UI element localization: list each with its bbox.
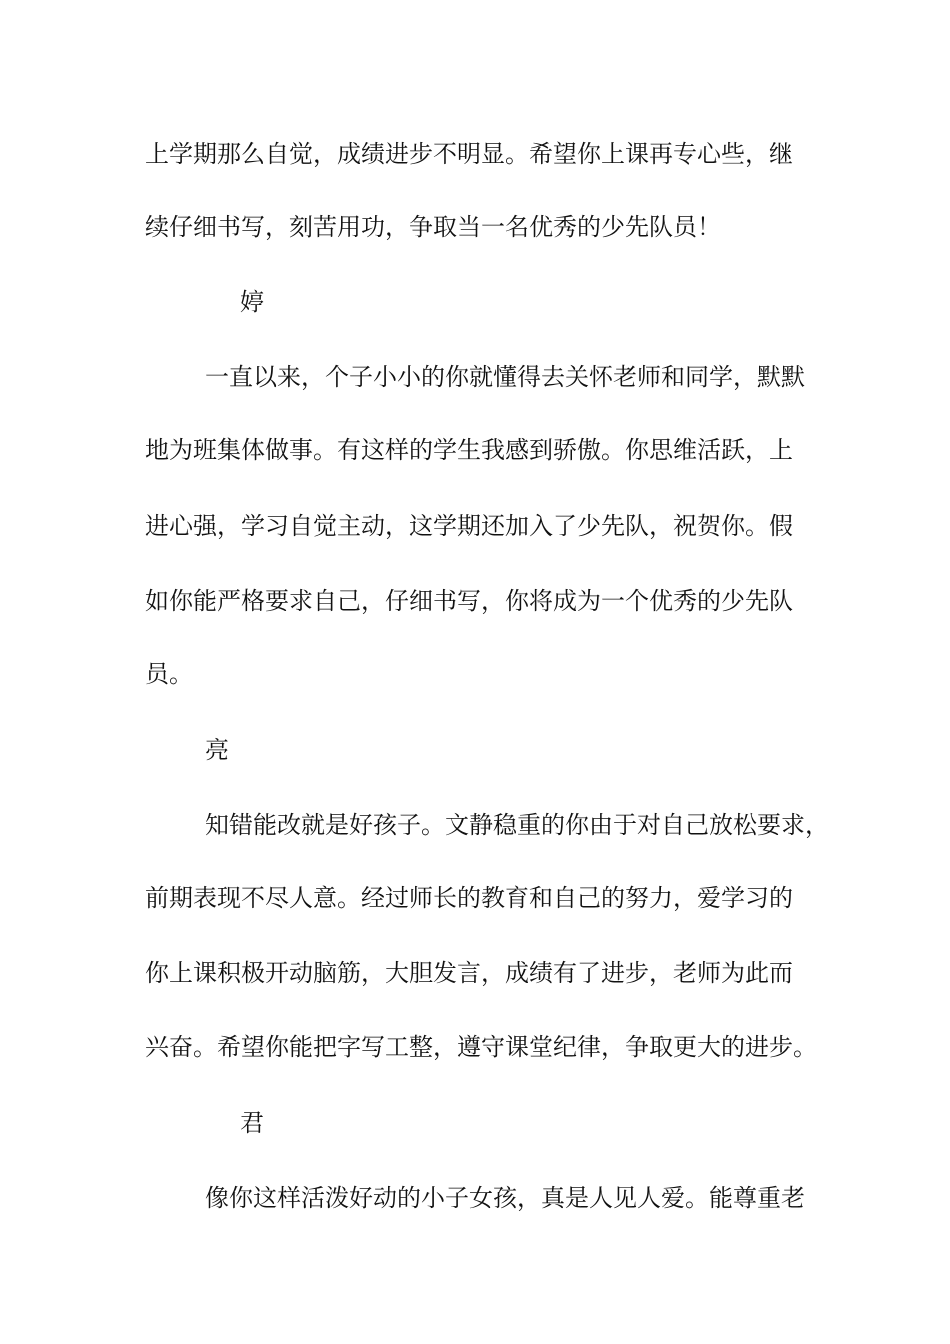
student-name: 婷: [240, 288, 264, 316]
paragraph-line: 你上课积极开动脑筋，大胆发言，成绩有了进步，老师为此而: [145, 959, 793, 987]
paragraph-line: 员。: [145, 660, 193, 688]
paragraph-line: 如你能严格要求自己，仔细书写，你将成为一个优秀的少先队: [145, 587, 793, 615]
paragraph-line: 像你这样活泼好动的小子女孩，真是人见人爱。能尊重老: [205, 1184, 805, 1212]
paragraph-line: 知错能改就是好孩子。文静稳重的你由于对自己放松要求，: [205, 811, 829, 839]
paragraph-line: 兴奋。希望你能把字写工整，遵守课堂纪律，争取更大的进步。: [145, 1033, 817, 1061]
paragraph-line: 一直以来，个子小小的你就懂得去关怀老师和同学，默默: [205, 363, 805, 391]
paragraph-line: 上学期那么自觉，成绩进步不明显。希望你上课再专心些，继: [145, 140, 793, 168]
student-name: 君: [240, 1109, 264, 1137]
paragraph-line: 续仔细书写，刻苦用功，争取当一名优秀的少先队员！: [145, 213, 721, 241]
student-name: 亮: [205, 736, 229, 764]
paragraph-line: 进心强，学习自觉主动，这学期还加入了少先队，祝贺你。假: [145, 512, 793, 540]
paragraph-line: 地为班集体做事。有这样的学生我感到骄傲。你思维活跃，上: [145, 436, 793, 464]
paragraph-line: 前期表现不尽人意。经过师长的教育和自己的努力，爱学习的: [145, 884, 793, 912]
